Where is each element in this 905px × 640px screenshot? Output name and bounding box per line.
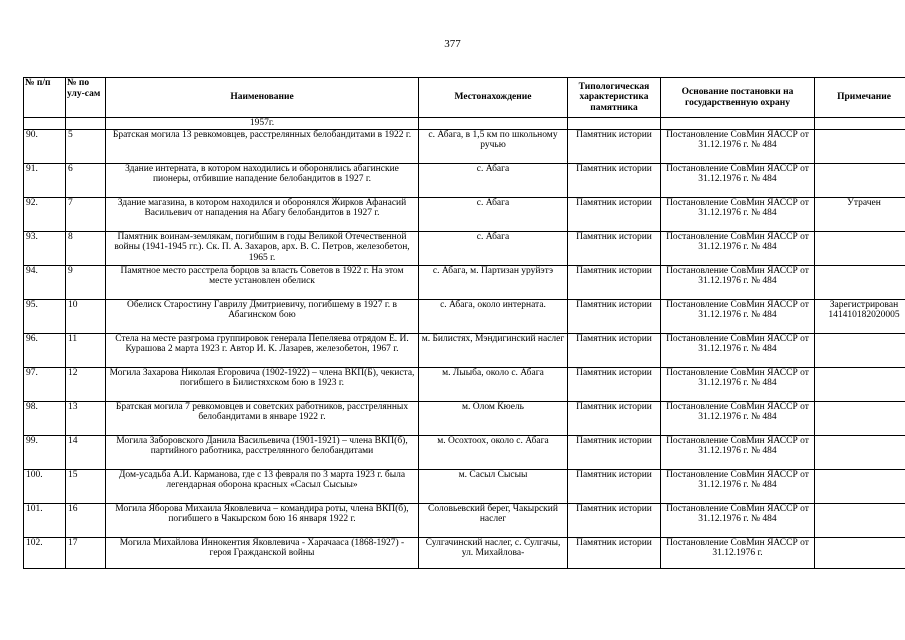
cell-ulus-number: 5 — [66, 129, 106, 163]
cell-empty — [66, 118, 106, 130]
cell-number: 98. — [24, 401, 66, 435]
cell-location: м. Лыыба, около с. Абага — [419, 367, 568, 401]
cell-location: Соловьевский берег, Чакырский наслег — [419, 503, 568, 537]
header-no: № п/п — [24, 78, 66, 118]
cell-number: 97. — [24, 367, 66, 401]
cell-basis: Постановление СовМин ЯАССР от 31.12.1976 г. № 484 — [661, 469, 815, 503]
cell-location: с. Абага — [419, 231, 568, 265]
cell-name: Памятник воинам-землякам, погибшим в годы Великой Отечественной войны (1941-1945 гг.). Ск. П. А. Захаров, арх. В. С. Петров, железобетон, 1965 г. — [106, 231, 419, 265]
cell-name: 1957г. — [106, 118, 419, 130]
table-row — [24, 503, 905, 537]
cell-ulus-number: 14 — [66, 435, 106, 469]
cell-note — [815, 231, 905, 265]
table-row — [24, 537, 905, 568]
cell-number: 90. — [24, 129, 66, 163]
cell-name: Братская могила 7 ревкомовцев и советских работников, расстрелянных белобандитами в январе 1922 г. — [106, 401, 419, 435]
cell-note — [815, 367, 905, 401]
table-row — [24, 469, 905, 503]
cell-basis: Постановление СовМин ЯАССР от 31.12.1976 г. № 484 — [661, 163, 815, 197]
cell-location: Сулгачинский наслег, с. Сулгачы, ул. Михайлова- — [419, 537, 568, 568]
cell-location: м. Билистях, Мэндигинский наслег — [419, 333, 568, 367]
header-type: Типологическая характеристика памятника — [568, 78, 661, 118]
cell-basis: Постановление СовМин ЯАССР от 31.12.1976 г. № 484 — [661, 129, 815, 163]
cell-number: 101. — [24, 503, 66, 537]
cell-note: Утрачен — [815, 197, 905, 231]
cell-name: Здание магазина, в котором находился и оборонялся Жирков Афанасий Васильевич от нападения на Абагу белобандитов в 1927 г. — [106, 197, 419, 231]
cell-number: 94. — [24, 265, 66, 299]
cell-type: Памятник истории — [568, 197, 661, 231]
cell-basis: Постановление СовМин ЯАССР от 31.12.1976 г. № 484 — [661, 503, 815, 537]
cell-type: Памятник истории — [568, 299, 661, 333]
cell-note — [815, 401, 905, 435]
cell-type: Памятник истории — [568, 163, 661, 197]
cell-type: Памятник истории — [568, 469, 661, 503]
cell-empty — [24, 118, 66, 130]
cell-empty — [815, 118, 905, 130]
cell-name: Здание интерната, в котором находились и оборонялись абагинские пионеры, отбившие нападение белобандитов в 1927 г. — [106, 163, 419, 197]
continuation-row — [24, 118, 905, 130]
cell-name: Братская могила 13 ревкомовцев, расстрелянных белобандитами в 1922 г. — [106, 129, 419, 163]
cell-number: 91. — [24, 163, 66, 197]
table-row — [24, 163, 905, 197]
cell-note — [815, 469, 905, 503]
cell-type: Памятник истории — [568, 265, 661, 299]
cell-location: с. Абага — [419, 197, 568, 231]
cell-ulus-number: 13 — [66, 401, 106, 435]
table-row — [24, 129, 905, 163]
cell-basis: Постановление СовМин ЯАССР от 31.12.1976 г. № 484 — [661, 435, 815, 469]
cell-type: Памятник истории — [568, 537, 661, 568]
cell-number: 93. — [24, 231, 66, 265]
cell-ulus-number: 12 — [66, 367, 106, 401]
cell-ulus-number: 17 — [66, 537, 106, 568]
cell-empty — [661, 118, 815, 130]
cell-location: с. Абага, около интерната. — [419, 299, 568, 333]
table-row — [24, 367, 905, 401]
cell-basis: Постановление СовМин ЯАССР от 31.12.1976 г. № 484 — [661, 197, 815, 231]
cell-location: м. Осохтоох, около с. Абага — [419, 435, 568, 469]
table-row — [24, 435, 905, 469]
cell-type: Памятник истории — [568, 367, 661, 401]
cell-type: Памятник истории — [568, 231, 661, 265]
cell-ulus-number: 7 — [66, 197, 106, 231]
header-note: Примечание — [815, 78, 905, 118]
cell-note — [815, 503, 905, 537]
table-row — [24, 197, 905, 231]
cell-type: Памятник истории — [568, 401, 661, 435]
cell-type: Памятник истории — [568, 503, 661, 537]
monuments-table — [23, 77, 905, 569]
cell-name: Стела на месте разгрома группировок генерала Пепеляева отрядом Е. И. Курашова 2 марта 1923 г. Автор И. К. Лазарев, железобетон, 1967 г. — [106, 333, 419, 367]
cell-type: Памятник истории — [568, 333, 661, 367]
table-header-row — [24, 78, 905, 118]
cell-type: Памятник истории — [568, 129, 661, 163]
cell-name: Дом-усадьба А.И. Карманова, где с 13 февраля по 3 марта 1923 г. была легендарная оборона красных «Сасыл Сысыы» — [106, 469, 419, 503]
cell-location: с. Абага, в 1,5 км по школьному ручью — [419, 129, 568, 163]
header-basis: Основание постановки на государственную охрану — [661, 78, 815, 118]
cell-number: 92. — [24, 197, 66, 231]
cell-number: 99. — [24, 435, 66, 469]
cell-name: Памятное место расстрела борцов за власть Советов в 1922 г. На этом месте установлен обелиск — [106, 265, 419, 299]
cell-basis: Постановление СовМин ЯАССР от 31.12.1976 г. № 484 — [661, 265, 815, 299]
cell-number: 100. — [24, 469, 66, 503]
cell-location: м. Сасыл Сысыы — [419, 469, 568, 503]
table-row — [24, 231, 905, 265]
cell-number: 102. — [24, 537, 66, 568]
cell-basis: Постановление СовМин ЯАССР от 31.12.1976 г. № 484 — [661, 299, 815, 333]
header-location: Местонахождение — [419, 78, 568, 118]
table-row — [24, 265, 905, 299]
cell-name: Могила Яборова Михаила Яковлевича – командира роты, члена ВКП(б), погибшего в Чакырском бою 16 января 1922 г. — [106, 503, 419, 537]
cell-basis: Постановление СовМин ЯАССР от 31.12.1976 г. № 484 — [661, 401, 815, 435]
cell-location: с. Абага — [419, 163, 568, 197]
cell-name: Могила Михайлова Иннокентия Яковлевича - Харачааса (1868-1927) - героя Гражданской войны — [106, 537, 419, 568]
cell-name: Могила Захарова Николая Егоровича (1902-1922) – члена ВКП(Б), чекиста, погибшего в Билистяхском бою в 1923 г. — [106, 367, 419, 401]
cell-note — [815, 129, 905, 163]
cell-ulus-number: 8 — [66, 231, 106, 265]
cell-type: Памятник истории — [568, 435, 661, 469]
cell-name: Обелиск Старостину Гаврилу Дмитриевичу, погибшему в 1927 г. в Абагинском бою — [106, 299, 419, 333]
table-row — [24, 299, 905, 333]
cell-basis: Постановление СовМин ЯАССР от 31.12.1976 г. № 484 — [661, 333, 815, 367]
cell-empty — [568, 118, 661, 130]
cell-note — [815, 537, 905, 568]
cell-location: м. Олом Кюель — [419, 401, 568, 435]
cell-ulus-number: 6 — [66, 163, 106, 197]
cell-number: 96. — [24, 333, 66, 367]
cell-empty — [419, 118, 568, 130]
cell-ulus-number: 10 — [66, 299, 106, 333]
cell-note — [815, 163, 905, 197]
page-number: 377 — [444, 38, 461, 50]
table-row — [24, 401, 905, 435]
cell-ulus-number: 9 — [66, 265, 106, 299]
header-ulus-no: № по улу-сам — [66, 78, 106, 118]
cell-ulus-number: 16 — [66, 503, 106, 537]
cell-note — [815, 435, 905, 469]
cell-basis: Постановление СовМин ЯАССР от 31.12.1976 г. № 484 — [661, 231, 815, 265]
table-row — [24, 333, 905, 367]
cell-location: с. Абага, м. Партизан уруйэтэ — [419, 265, 568, 299]
cell-ulus-number: 11 — [66, 333, 106, 367]
cell-note — [815, 265, 905, 299]
header-name: Наименование — [106, 78, 419, 118]
cell-basis: Постановление СовМин ЯАССР от 31.12.1976 г. — [661, 537, 815, 568]
cell-ulus-number: 15 — [66, 469, 106, 503]
cell-number: 95. — [24, 299, 66, 333]
cell-basis: Постановление СовМин ЯАССР от 31.12.1976 г. № 484 — [661, 367, 815, 401]
cell-note: Зарегистрирован 141410182020005 — [815, 299, 905, 333]
cell-note — [815, 333, 905, 367]
cell-name: Могила Заборовского Данила Васильевича (1901-1921) – члена ВКП(б), партийного работника, расстрелянного белобандитами — [106, 435, 419, 469]
